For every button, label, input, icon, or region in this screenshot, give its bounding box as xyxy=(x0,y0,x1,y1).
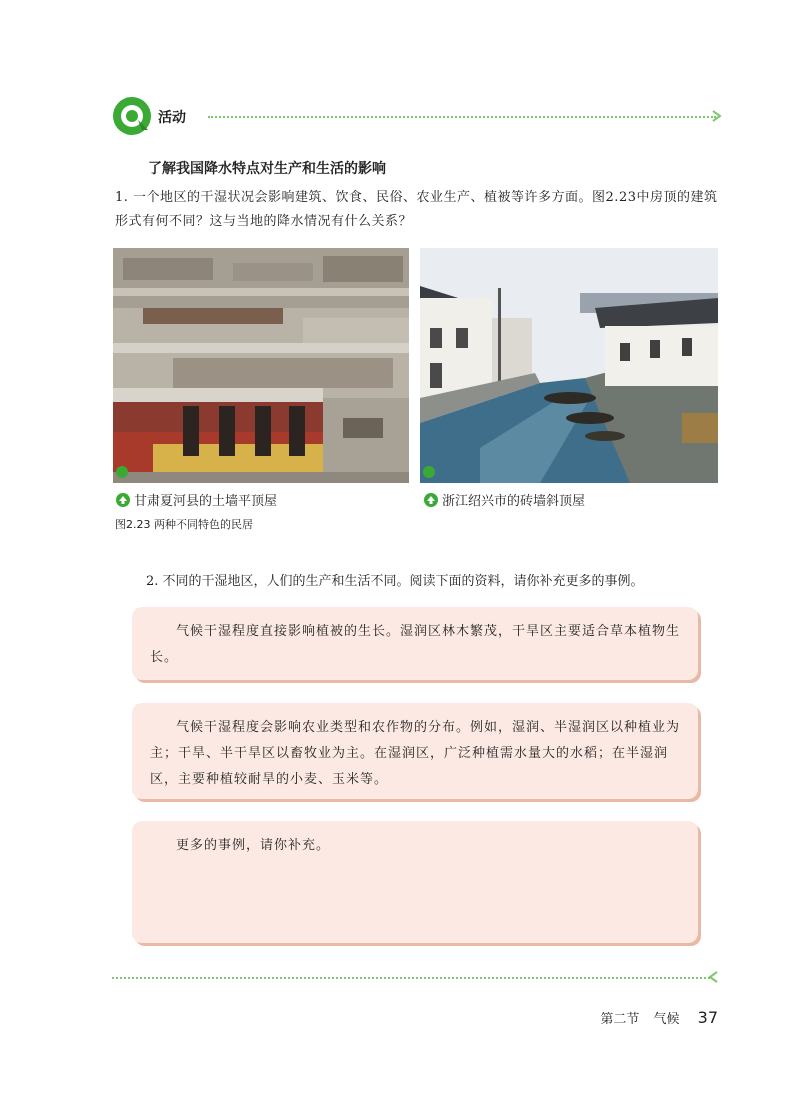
footer-section: 第二节 xyxy=(600,1012,640,1027)
info-box-text: 更多的事例，请你补充。 xyxy=(176,838,331,853)
page-footer xyxy=(600,1008,718,1027)
photo-caption-left xyxy=(116,490,277,509)
photo-flat-roof-houses xyxy=(113,248,409,483)
caption-text: 甘肃夏河县的土墙平顶屋 xyxy=(134,494,278,509)
figure-caption: 图2.23 两种不同特色的民居 xyxy=(115,518,253,531)
photo-caption-right xyxy=(424,490,585,509)
activity-subtitle: 了解我国降水特点对生产和生活的影响 xyxy=(148,161,386,177)
info-box-text: 气候干湿程度直接影响植被的生长。湿润区林木繁茂，干旱区主要适合草本植物生长。 xyxy=(150,624,681,665)
arrow-left-icon xyxy=(708,971,718,983)
activity-label: 活动 xyxy=(158,110,186,126)
caption-text: 浙江绍兴市的砖墙斜顶屋 xyxy=(442,494,586,509)
page-number: 37 xyxy=(697,1008,718,1027)
up-arrow-circle-icon xyxy=(424,493,438,507)
question-2: 2. 不同的干湿地区，人们的生产和生活不同。阅读下面的资料，请你补充更多的事例。 xyxy=(146,574,644,589)
photo-sloped-roof-canal xyxy=(420,248,718,483)
info-box-vegetation xyxy=(132,607,698,680)
footer-chapter: 气候 xyxy=(653,1012,680,1027)
arrow-right-icon xyxy=(712,110,722,122)
activity-logo-icon xyxy=(112,96,152,136)
info-box-agriculture xyxy=(132,703,698,799)
dotted-divider xyxy=(208,116,716,118)
info-box-more-examples xyxy=(132,821,698,943)
up-arrow-circle-icon xyxy=(116,493,130,507)
question-1: 1. 一个地区的干湿状况会影响建筑、饮食、民俗、农业生产、植被等许多方面。图2.23中房顶的建筑形式有何不同？这与当地的降水情况有什么关系？ xyxy=(115,190,718,229)
info-box-text: 气候干湿程度会影响农业类型和农作物的分布。例如，湿润、半湿润区以种植业为主；干旱、半干旱区以畜牧业为主。在湿润区，广泛种植需水量大的水稻；在半湿润区，主要种植较耐旱的小麦、玉米等。 xyxy=(150,720,681,787)
activity-header xyxy=(112,96,722,140)
dotted-divider-bottom xyxy=(112,977,710,979)
